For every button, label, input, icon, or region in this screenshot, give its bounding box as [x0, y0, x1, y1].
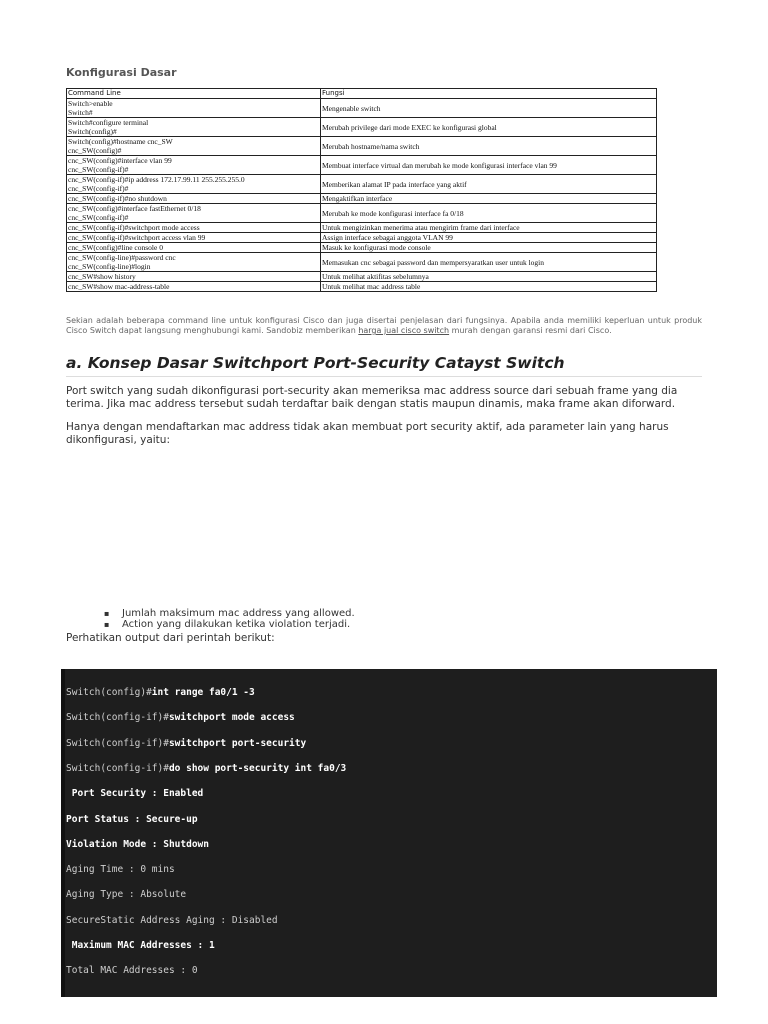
paragraph-port-security: Port switch yang sudah dikonfigurasi port-security akan memeriksa mac address source dari sebuah frame yang dia terima. Jika mac address tersebut sudah terdaftar baik dengan statis maupun dinamis, maka frame akan diforward. — [66, 385, 678, 410]
terminal-line — [66, 965, 198, 976]
fungsi-cell: Memberikan alamat IP pada interface yang aktif — [321, 175, 657, 194]
command-cell — [67, 156, 321, 175]
table-row — [67, 223, 657, 233]
table-row — [67, 272, 657, 282]
terminal-prompt: Aging Time : 0 mins — [66, 864, 175, 876]
fungsi-cell: Assign interface sebagai anggota VLAN 99 — [321, 233, 657, 243]
terminal-line — [66, 738, 306, 749]
command-cell — [67, 243, 321, 253]
table-row — [67, 253, 657, 272]
command-text: cnc_SW(config-if)#ip address 172.17.99.11 255.255.255.0 — [68, 175, 245, 184]
terminal-line — [66, 763, 346, 774]
fungsi-cell: Mengenable switch — [321, 99, 657, 118]
command-text: Switch(config)#hostname cnc_SW — [68, 137, 173, 146]
table-row — [67, 175, 657, 194]
terminal-command: Port Status : Secure-up — [66, 813, 198, 825]
section-title: Konfigurasi Dasar — [66, 66, 177, 79]
command-text: cnc_SW(config-if)#switchport access vlan 99 — [68, 233, 206, 242]
terminal-line — [66, 712, 295, 723]
command-text: cnc_SW(config-if)# — [68, 165, 129, 174]
command-cell — [67, 282, 321, 292]
terminal-command: Violation Mode : Shutdown — [66, 838, 209, 850]
command-text: cnc_SW(config-line)#password cnc — [68, 253, 176, 262]
list-item: ▪ Action yang dilakukan ketika violation terjadi. — [104, 619, 351, 630]
fungsi-cell: Mengaktifkan interface — [321, 194, 657, 204]
table-row — [67, 233, 657, 243]
terminal-prompt: Total MAC Addresses : 0 — [66, 965, 198, 977]
bullet-icon: ▪ — [104, 609, 110, 618]
list-item: ▪ Jumlah maksimum mac address yang allowed. — [104, 608, 355, 619]
fungsi-cell: Untuk melihat mac address table — [321, 282, 657, 292]
command-cell — [67, 137, 321, 156]
command-cell — [67, 99, 321, 118]
table-row — [67, 137, 657, 156]
fungsi-cell: Merubah privilege dari mode EXEC ke konfigurasi global — [321, 118, 657, 137]
command-text: cnc_SW(config)#line console 0 — [68, 243, 163, 252]
terminal-line — [66, 687, 255, 698]
column-header-command: Command Line — [67, 89, 321, 99]
table-row — [67, 243, 657, 253]
note-text-end: murah dengan garansi resmi dari Cisco. — [449, 326, 612, 335]
command-cell — [67, 118, 321, 137]
command-cell — [67, 223, 321, 233]
command-text: cnc_SW(config-if)# — [68, 213, 129, 222]
terminal-command: Port Security : Enabled — [66, 788, 204, 800]
bullet-icon: ▪ — [104, 620, 110, 629]
parameter-list — [104, 608, 355, 630]
command-text: cnc_SW(config)# — [68, 146, 122, 155]
table-row — [67, 194, 657, 204]
column-header-fungsi: Fungsi — [321, 89, 657, 99]
terminal-command: switchport mode access — [168, 712, 295, 724]
table-row — [67, 282, 657, 292]
command-text: cnc_SW(config)#interface vlan 99 — [68, 156, 172, 165]
harga-cisco-link[interactable]: harga jual cisco switch — [358, 326, 450, 335]
terminal-prompt: Aging Type : Absolute — [66, 889, 187, 901]
fungsi-cell: Masuk ke konfigurasi mode console — [321, 243, 657, 253]
paragraph-parameters: Hanya dengan mendaftarkan mac address tidak akan membuat port security aktif, ada parameter lain yang harus dikonfigurasi, yaitu: — [66, 421, 669, 446]
terminal-line — [66, 940, 215, 951]
terminal-output — [61, 669, 717, 997]
fungsi-cell: Merubah ke mode konfigurasi interface fa 0/18 — [321, 204, 657, 223]
command-text: Switch>enable — [68, 99, 113, 108]
terminal-prompt: Switch(config-if)# — [66, 737, 169, 749]
fungsi-cell: Memasukan cnc sebagai password dan mempersyaratkan user untuk login — [321, 253, 657, 272]
section-heading: a. Konsep Dasar Switchport Port-Security Catayst Switch — [66, 354, 565, 372]
command-text: cnc_SW(config)#interface fastEthernet 0/18 — [68, 204, 201, 213]
terminal-command: switchport port-security — [168, 737, 307, 749]
terminal-line — [66, 839, 209, 850]
table-row — [67, 204, 657, 223]
terminal-prompt: Switch(config)# — [66, 687, 152, 698]
note-paragraph — [66, 316, 702, 336]
fungsi-cell: Membuat interface virtual dan merubah ke mode konfigurasi interface vlan 99 — [321, 156, 657, 175]
command-text: cnc_SW#show mac-address-table — [68, 282, 170, 291]
command-text: cnc_SW#show history — [68, 272, 136, 281]
command-cell — [67, 204, 321, 223]
terminal-line — [66, 814, 198, 825]
command-text: Switch#configure terminal — [68, 118, 149, 127]
terminal-line — [66, 788, 203, 799]
terminal-prompt: Switch(config-if)# — [66, 762, 169, 774]
fungsi-cell: Untuk melihat aktifitas sebelumnya — [321, 272, 657, 282]
paragraph-output-intro: Perhatikan output dari perintah berikut: — [66, 632, 275, 644]
command-text: cnc_SW(config-if)#no shutdown — [68, 194, 167, 203]
command-text: cnc_SW(config-if)#switchport mode access — [68, 223, 200, 232]
command-text: Switch(config)# — [68, 127, 117, 136]
command-text: cnc_SW(config-line)#login — [68, 262, 151, 271]
table-row — [67, 99, 657, 118]
terminal-command: do show port-security int fa0/3 — [168, 762, 347, 774]
terminal-command: int range fa0/1 -3 — [151, 687, 255, 698]
terminal-prompt: Switch(config-if)# — [66, 712, 169, 724]
command-cell — [67, 194, 321, 204]
terminal-prompt: SecureStatic Address Aging : Disabled — [66, 914, 278, 926]
terminal-line — [66, 864, 175, 875]
heading-divider — [66, 376, 702, 377]
note-text: Sekian adalah beberapa command line untuk konfigurasi Cisco dan juga disertai penjelasan dari fungsinya. Apabila anda memiliki keperluan untuk produk Cisco Switch dapat langsung menghubungi kami. Sandobiz memberikan — [66, 316, 702, 335]
fungsi-cell: Untuk mengizinkan menerima atau mengirim frame dari interface — [321, 223, 657, 233]
terminal-line — [66, 915, 278, 926]
command-text: cnc_SW(config-if)# — [68, 184, 129, 193]
command-table — [66, 88, 657, 292]
table-header-row — [67, 89, 657, 99]
terminal-command: Maximum MAC Addresses : 1 — [66, 940, 215, 951]
command-cell — [67, 253, 321, 272]
terminal-line — [66, 889, 186, 900]
command-cell — [67, 175, 321, 194]
command-text: Switch# — [68, 108, 93, 117]
table-row — [67, 156, 657, 175]
fungsi-cell: Merubah hostname/nama switch — [321, 137, 657, 156]
command-cell — [67, 233, 321, 243]
command-cell — [67, 272, 321, 282]
table-row — [67, 118, 657, 137]
